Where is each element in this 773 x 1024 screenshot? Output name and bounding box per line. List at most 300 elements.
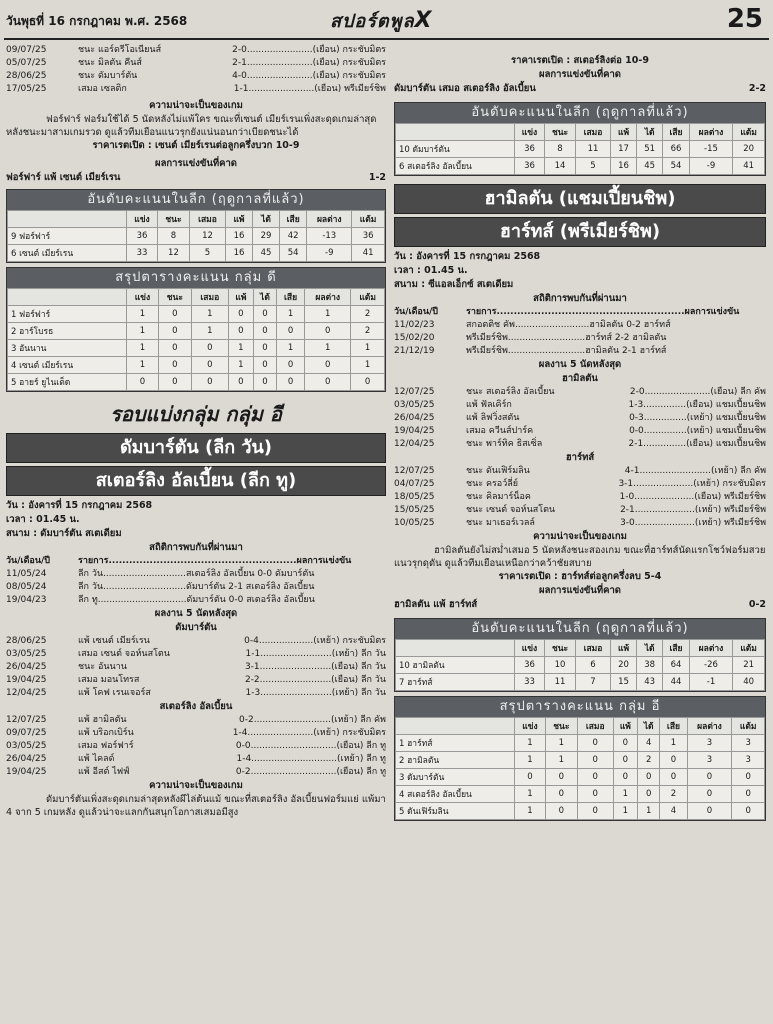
issue-date: วันพุธที่ 16 กรกฎาคม พ.ศ. 2568 <box>6 14 188 28</box>
stat-cell: 1 <box>228 357 253 374</box>
stat-cell: 0 <box>351 374 385 391</box>
team-cell: 7 ฮาร์ทส์ <box>396 674 515 691</box>
team-cell: 3 ดัมบาร์ตัน <box>396 769 515 786</box>
header-cell: ได้ <box>253 211 280 228</box>
stat-cell: 0 <box>577 786 613 803</box>
header-cell: ชนะ <box>157 211 189 228</box>
stat-cell: 2 <box>351 323 385 340</box>
stat-cell: 0 <box>228 323 253 340</box>
header-divider <box>4 38 769 40</box>
team-cell: 4 สเตอร์ลิง อัลเบี้ยน <box>396 786 515 803</box>
away-team-banner: ฮาร์ทส์ (พรีเมียร์ชิพ) <box>394 217 766 247</box>
team-cell: 3 อันนาน <box>8 340 127 357</box>
row-result: แพ้ ฮามิลตัน <box>78 715 127 725</box>
stat-cell: 11 <box>545 674 576 691</box>
stat-cell: 43 <box>637 674 663 691</box>
row-score: 2-0.......................(เยือน) กระชับมิตร <box>232 45 386 55</box>
stat-cell: 0 <box>545 803 577 820</box>
list-row <box>6 674 386 687</box>
list-row <box>6 727 386 740</box>
stat-cell: 0 <box>687 803 732 820</box>
stat-cell: 0 <box>305 323 351 340</box>
stat-cell: 1 <box>127 323 159 340</box>
header-cell: แพ้ <box>610 640 636 657</box>
header-cell: เสมอ <box>191 289 228 306</box>
stat-cell: 0 <box>158 306 191 323</box>
stat-cell: 0 <box>253 340 276 357</box>
team-b-name: ฮาร์ทส์ <box>565 452 595 463</box>
stat-cell: 1 <box>515 786 546 803</box>
header-cell: ผลต่าง <box>689 124 732 141</box>
row-date: 26/04/25 <box>394 413 435 423</box>
row-score: 0-2..............................(เยือน) ลีก ทู <box>235 767 386 777</box>
row-result: ลีก วัน.............................สเตอร์ลิง อัลเบี้ยน 0-0 ดัมบาร์ตัน <box>78 569 315 579</box>
table-row <box>396 803 765 820</box>
stat-cell: 0 <box>253 357 276 374</box>
stat-cell: 0 <box>732 803 765 820</box>
header-cell: เสีย <box>276 289 304 306</box>
stat-cell: 41 <box>352 245 385 262</box>
stat-cell: 2 <box>351 306 385 323</box>
list-row <box>394 412 766 425</box>
header-cell: เสีย <box>660 718 687 735</box>
stat-cell: 0 <box>127 374 159 391</box>
row-date: 21/12/19 <box>394 346 435 356</box>
header-cell: ผลต่าง <box>689 640 732 657</box>
row-result: แพ้ โคฟ เรนเจอร์ส <box>78 688 151 698</box>
row-score: 1-3.........................(เหย้า) ลีก วัน <box>245 688 386 698</box>
table-row <box>396 735 765 752</box>
stat-cell: 40 <box>733 674 765 691</box>
stat-cell: 12 <box>189 228 225 245</box>
header-cell <box>8 289 127 306</box>
stat-cell: 0 <box>638 786 660 803</box>
stat-cell: 0 <box>660 752 687 769</box>
stat-cell: 1 <box>276 340 304 357</box>
league-standings-table-2 <box>394 618 766 692</box>
header-cell: เสีย <box>279 211 306 228</box>
row-result: พรีเมียร์ชิพ...........................ฮามิลตัน 2-1 ฮาร์ทส์ <box>466 346 667 356</box>
row-result: ชนะ ดัมบาร์ตัน <box>78 71 138 81</box>
row-date: 03/05/25 <box>6 741 47 751</box>
stat-cell: 42 <box>279 228 306 245</box>
stat-cell: 0 <box>253 374 276 391</box>
stat-cell: 0 <box>577 735 613 752</box>
league-standings-table <box>6 189 386 263</box>
list-row <box>394 491 766 504</box>
header-cell: ผลต่าง <box>305 289 351 306</box>
stat-cell: 0 <box>732 786 765 803</box>
opening-odds-2: ราคาเรตเปิด : ฮาร์ทส์ต่อลูกครึ่งลบ 5-4 <box>498 571 662 582</box>
stat-cell: 0 <box>253 323 276 340</box>
list-row <box>6 766 386 779</box>
list-row <box>394 465 766 478</box>
list-row <box>394 332 766 345</box>
header-cell: แข่ง <box>127 289 159 306</box>
row-score: 0-0...............(เหย้า) แชมเปี้ยนชิพ <box>629 426 766 436</box>
team-cell: 2 อาร์โบรธ <box>8 323 127 340</box>
stat-cell: 8 <box>157 228 189 245</box>
stat-cell: 12 <box>157 245 189 262</box>
team-cell: 5 ดันเฟิร์มลิน <box>396 803 515 820</box>
stat-cell: 54 <box>279 245 306 262</box>
row-date: 28/06/25 <box>6 71 47 81</box>
stat-cell: 1 <box>515 735 546 752</box>
stat-cell: 16 <box>226 245 253 262</box>
confidence-text: ฮามิลตันยังไม่สม่ำเสมอ 5 นัดหลังชนะสองเกม ขณะที่ฮาร์ทส์นัดแรกโชว์ฟอร์มสวยแนวรุกดุดัน ดูแล้วทีมเยือนเหนือกว่าคว้าชัยสบาย <box>394 545 766 569</box>
row-score: 2-1...............(เยือน) แชมเปี้ยนชิพ <box>628 439 766 449</box>
row-result: ชนะ มิลตัน คีนส์ <box>78 58 142 68</box>
stat-cell: -9 <box>689 158 732 175</box>
row-score: 3-0.....................(เหย้า) พรีเมียร์ชิพ <box>620 518 766 528</box>
stat-cell: 2 <box>660 786 687 803</box>
list-row <box>394 425 766 438</box>
header-cell: เสีย <box>663 640 690 657</box>
row-date: 12/04/25 <box>394 439 435 449</box>
header-cell: แต้ม <box>733 124 765 141</box>
row-score: 1-1.......................(เยือน) พรีเมียร์ชิพ <box>233 84 386 94</box>
row-result: สกอตติช คัพ..........................ฮามิลตัน 0-2 ฮาร์ทส์ <box>466 320 671 330</box>
row-date: 15/05/25 <box>394 505 435 515</box>
list-row <box>6 594 386 607</box>
standings-table <box>395 123 765 175</box>
stat-cell: 3 <box>687 752 732 769</box>
header-cell: แข่ง <box>515 718 546 735</box>
opening-odds: ราคาเรตเปิด : เซนต์ เมียร์เรนต่อลูกครึ่งบวก 10-9 <box>92 140 300 151</box>
row-result: ลีก วัน.............................ดัมบาร์ตัน 2-1 สเตอร์ลิง อัลเบี้ยน <box>78 582 315 592</box>
stat-cell: -13 <box>307 228 352 245</box>
row-date: 03/05/25 <box>394 400 435 410</box>
list-row <box>394 478 766 491</box>
stat-cell: 0 <box>228 306 253 323</box>
list-row <box>6 70 386 83</box>
away-team-banner: สเตอร์ลิง อัลเบี้ยน (ลีก ทู) <box>6 466 386 496</box>
row-result: แพ้ ลิฟวิ่งสตัน <box>466 413 520 423</box>
stat-cell: 1 <box>638 803 660 820</box>
header-cell: ได้ <box>637 640 663 657</box>
table-row <box>396 786 765 803</box>
prediction-title: ผลการแข่งขันที่คาด <box>155 158 237 169</box>
stat-cell: 36 <box>515 158 545 175</box>
form-list <box>6 44 386 96</box>
header-cell: เสมอ <box>576 124 611 141</box>
confidence-text-2: ดัมบาร์ตันเพิ่งสะดุดเกมล่าสุดหลังผีไล่ต้นแม้ ขณะที่สเตอร์ลิง อัลเบี้ยนฟอร์มแย่ แพ้มา 4 จาก 5 เกมหลัง ดูแล้วน่าจะแลกกันสนุกโอกาสเสมอมีสูง <box>6 794 386 818</box>
stat-cell: 36 <box>352 228 385 245</box>
stat-cell: 1 <box>515 803 546 820</box>
stat-cell: 0 <box>577 752 613 769</box>
row-score: 4-0.......................(เยือน) กระชับมิตร <box>232 71 386 81</box>
row-score: 2-2.........................(เยือน) ลีก วัน <box>244 675 386 685</box>
stat-cell: 0 <box>687 769 732 786</box>
stat-cell: 66 <box>663 141 690 158</box>
stat-cell: 0 <box>158 357 191 374</box>
stat-cell: 5 <box>189 245 225 262</box>
header-cell: แต้ม <box>732 718 765 735</box>
row-score: 1-3...............(เยือน) แชมเปี้ยนชิพ <box>628 400 766 410</box>
row-date: 26/04/25 <box>6 754 47 764</box>
list-row <box>6 44 386 57</box>
stat-cell: 0 <box>228 374 253 391</box>
header-cell: แข่ง <box>515 640 545 657</box>
match-day: วัน : อังคารที่ 15 กรกฎาคม 2568 <box>6 500 153 511</box>
stat-cell: 0 <box>638 769 660 786</box>
stat-cell: 20 <box>733 141 765 158</box>
stat-cell: 1 <box>515 752 546 769</box>
header-cell: ได้ <box>253 289 276 306</box>
stat-cell: 8 <box>545 141 576 158</box>
prediction-title: ผลการแข่งขันที่คาด <box>539 69 621 80</box>
stat-cell: -15 <box>689 141 732 158</box>
header-cell: เสมอ <box>576 640 611 657</box>
row-result: ชนะ ดันเฟิร์มลิน <box>466 466 530 476</box>
stat-cell: 0 <box>276 357 304 374</box>
row-date: 12/07/25 <box>394 466 435 476</box>
stat-cell: 3 <box>732 735 765 752</box>
stat-cell: 3 <box>687 735 732 752</box>
stat-cell: 0 <box>276 323 304 340</box>
row-result: ชนะ มาเธอร์เวลล์ <box>466 518 535 528</box>
header-cell: แต้ม <box>352 211 385 228</box>
row-date: 28/06/25 <box>6 636 47 646</box>
row-date: 19/04/23 <box>6 595 47 605</box>
row-date: 11/05/24 <box>6 569 47 579</box>
table-row <box>396 158 765 175</box>
opening-odds: ราคาเรตเปิด : สเตอร์ลิงต่อ 10-9 <box>511 55 649 66</box>
stat-cell: 44 <box>663 674 690 691</box>
row-score: 3-1.........................(เยือน) ลีก วัน <box>244 662 386 672</box>
team-cell: 1 ฟอร์ฟาร์ <box>8 306 127 323</box>
stat-cell: 0 <box>732 769 765 786</box>
row-date: 26/04/25 <box>6 662 47 672</box>
stat-cell: 0 <box>305 374 351 391</box>
header-cell: แต้ม <box>733 640 765 657</box>
stat-cell: 1 <box>545 752 577 769</box>
row-date: 15/02/20 <box>394 333 435 343</box>
stat-cell: 0 <box>613 752 637 769</box>
team-cell: 10 ดัมบาร์ตัน <box>396 141 515 158</box>
stat-cell: 7 <box>576 674 611 691</box>
table-row <box>396 674 765 691</box>
row-result: เสมอ ควีนส์ปาร์ค <box>466 426 534 436</box>
table-title: สรุปตารางคะแนน กลุ่ม อี <box>395 697 765 717</box>
round-title: รอบแบ่งกลุ่ม กลุ่ม อี <box>110 402 282 426</box>
list-row <box>6 753 386 766</box>
team-cell: 9 ฟอร์ฟาร์ <box>8 228 127 245</box>
table-row <box>8 228 385 245</box>
confidence-title: ความน่าจะเป็นของเกม <box>533 531 627 542</box>
stat-cell: 3 <box>732 752 765 769</box>
row-date: 08/05/24 <box>6 582 47 592</box>
stat-cell: 29 <box>253 228 280 245</box>
prediction: ฟอร์ฟาร์ แพ้ เซนต์ เมียร์เรน 1-2 <box>6 172 386 183</box>
row-date: 03/05/25 <box>6 649 47 659</box>
h2h-title: สถิติการพบกันที่ผ่านมา <box>533 293 627 304</box>
list-row <box>6 57 386 70</box>
stat-cell: 20 <box>610 657 636 674</box>
list-row <box>6 635 386 648</box>
team-cell: 5 อายร์ ยูไนเต็ด <box>8 374 127 391</box>
stat-cell: 0 <box>276 374 304 391</box>
team-b-form <box>6 714 386 779</box>
h2h-title: สถิติการพบกันที่ผ่านมา <box>149 542 243 553</box>
page-header <box>0 0 773 40</box>
row-score: 0-4...................(เหย้า) กระชับมิตร <box>244 636 386 646</box>
list-row <box>394 319 766 332</box>
prediction: ดัมบาร์ตัน เสมอ สเตอร์ลิง อัลเบี้ยน 2-2 <box>394 83 766 94</box>
last5-title: ผลงาน 5 นัดหลังสุด <box>538 359 622 370</box>
row-date: 19/04/25 <box>394 426 435 436</box>
header-cell: แพ้ <box>228 289 253 306</box>
stat-cell: -26 <box>689 657 732 674</box>
header-cell: ได้ <box>638 718 660 735</box>
list-row <box>6 648 386 661</box>
header-cell: เสมอ <box>577 718 613 735</box>
row-score: 1-1.........................(เหย้า) ลีก วัน <box>245 649 386 659</box>
stat-cell: 0 <box>687 786 732 803</box>
stat-cell: 36 <box>127 228 158 245</box>
stat-cell: 1 <box>127 357 159 374</box>
row-result: ชนะ เซนต์ จอห์นสโตน <box>466 505 556 515</box>
stat-cell: 33 <box>127 245 158 262</box>
row-result: แพ้ บริอกเบิร์น <box>78 728 134 738</box>
standings-table <box>395 639 765 691</box>
group-d-table <box>6 267 386 392</box>
group-e-table <box>394 696 766 821</box>
stat-cell: 21 <box>733 657 765 674</box>
list-row <box>394 504 766 517</box>
stat-cell: 1 <box>228 340 253 357</box>
table-header-row <box>396 718 765 735</box>
stat-cell: 0 <box>660 769 687 786</box>
stat-cell: 0 <box>577 803 613 820</box>
header-cell: ชนะ <box>545 718 577 735</box>
list-row <box>394 438 766 451</box>
stat-cell: 1 <box>305 340 351 357</box>
h2h-list <box>6 568 386 607</box>
stat-cell: 4 <box>660 803 687 820</box>
stat-cell: 5 <box>576 158 611 175</box>
team-a-name: ดัมบาร์ตัน <box>175 622 217 633</box>
header-cell <box>396 718 515 735</box>
stat-cell: 0 <box>577 769 613 786</box>
header-cell: ผลต่าง <box>687 718 732 735</box>
stat-cell: 0 <box>158 340 191 357</box>
page-number: 25 <box>726 4 763 34</box>
confidence-title-2: ความน่าจะเป็นของเกม <box>149 780 243 791</box>
team-cell: 1 ฮาร์ทส์ <box>396 735 515 752</box>
table-title: อันดับคะแนนในลีก (ฤดูกาลที่แล้ว) <box>395 103 765 123</box>
header-cell: เสมอ <box>189 211 225 228</box>
header-cell: ชนะ <box>545 640 576 657</box>
table-row <box>396 657 765 674</box>
last5-title: ผลงาน 5 นัดหลังสุด <box>154 608 238 619</box>
stat-cell: 1 <box>613 803 637 820</box>
header-cell: ได้ <box>637 124 663 141</box>
team-a-form <box>394 386 766 451</box>
table-header-row <box>396 640 765 657</box>
standings-table <box>7 210 385 262</box>
team-cell: 4 เซนต์ เมียร์เรน <box>8 357 127 374</box>
row-result: เสมอ ฟอร์ฟาร์ <box>78 741 134 751</box>
table-row <box>8 306 385 323</box>
header-cell: แพ้ <box>610 124 636 141</box>
row-result: แพ้ เซนต์ เมียร์เรน <box>78 636 150 646</box>
stat-cell: -1 <box>689 674 732 691</box>
row-result: แพ้ ไคลด์ <box>78 754 115 764</box>
prediction-2: ฮามิลตัน แพ้ ฮาร์ทส์ 0-2 <box>394 599 766 610</box>
stat-cell: 15 <box>610 674 636 691</box>
team-cell: 10 ฮามิลตัน <box>396 657 515 674</box>
header-cell: ชนะ <box>158 289 191 306</box>
standings-table <box>395 717 765 820</box>
row-result: ลีก ทู...............................ดัมบาร์ตัน 0-0 สเตอร์ลิง อัลเบี้ยน <box>78 595 315 605</box>
league-standings-table <box>394 102 766 176</box>
row-score: 2-0.......................(เยือน) ลีก คัพ <box>629 387 766 397</box>
table-row <box>396 752 765 769</box>
table-row <box>396 141 765 158</box>
row-result: แพ้ ฟัลเคิร์ก <box>466 400 512 410</box>
list-row <box>6 740 386 753</box>
list-row <box>6 661 386 674</box>
match-venue: สนาม : ดัมบาร์ตัน สเตเดียม <box>6 528 122 539</box>
row-result: ชนะ ครอว์ลี่ย์ <box>466 479 519 489</box>
h2h-header: วัน/เดือน/ปี รายการ.......................................................ผลการแข่งขัน <box>394 307 740 317</box>
table-row <box>8 245 385 262</box>
row-date: 11/02/23 <box>394 320 435 330</box>
stat-cell: -9 <box>307 245 352 262</box>
team-b-form <box>394 465 766 530</box>
row-result: ชนะ แอร์ดรีโอเนียนส์ <box>78 45 162 55</box>
stat-cell: 0 <box>158 374 191 391</box>
stat-cell: 4 <box>638 735 660 752</box>
team-a-name: ฮามิลตัน <box>562 373 598 384</box>
row-result: ชนะ คิลมาร์น็อค <box>466 492 531 502</box>
stat-cell: 0 <box>253 306 276 323</box>
stat-cell: 41 <box>733 158 765 175</box>
list-row <box>6 581 386 594</box>
stat-cell: 1 <box>305 306 351 323</box>
stat-cell: 0 <box>613 769 637 786</box>
row-result: เสมอ เซลติก <box>78 84 127 94</box>
list-row <box>6 714 386 727</box>
stat-cell: 0 <box>515 769 546 786</box>
stat-cell: 36 <box>515 657 545 674</box>
left-column <box>6 44 386 819</box>
table-header-row <box>8 211 385 228</box>
stat-cell: 1 <box>613 786 637 803</box>
stat-cell: 0 <box>191 340 228 357</box>
table-title: อันดับคะแนนในลีก (ฤดูกาลที่แล้ว) <box>395 619 765 639</box>
row-score: 4-1.........................(เหย้า) ลีก คัพ <box>624 466 766 476</box>
stat-cell: 0 <box>613 735 637 752</box>
row-score: 2-1.......................(เยือน) กระชับมิตร <box>232 58 386 68</box>
stat-cell: 54 <box>663 158 690 175</box>
stat-cell: 6 <box>576 657 611 674</box>
stat-cell: 16 <box>226 228 253 245</box>
stat-cell: 51 <box>637 141 663 158</box>
row-date: 19/04/25 <box>6 767 47 777</box>
header-cell: ผลต่าง <box>307 211 352 228</box>
stat-cell: 10 <box>545 657 576 674</box>
standings-table <box>7 288 385 391</box>
match-venue: สนาม : ซีแอลเอ็กซ์ สเตเดียม <box>394 279 514 290</box>
stat-cell: 1 <box>127 306 159 323</box>
list-row <box>6 83 386 96</box>
row-date: 04/07/25 <box>394 479 435 489</box>
header-cell: ชนะ <box>545 124 576 141</box>
prediction-title-2: ผลการแข่งขันที่คาด <box>539 585 621 596</box>
row-score: 1-0.....................(เยือน) พรีเมียร์ชิพ <box>619 492 766 502</box>
